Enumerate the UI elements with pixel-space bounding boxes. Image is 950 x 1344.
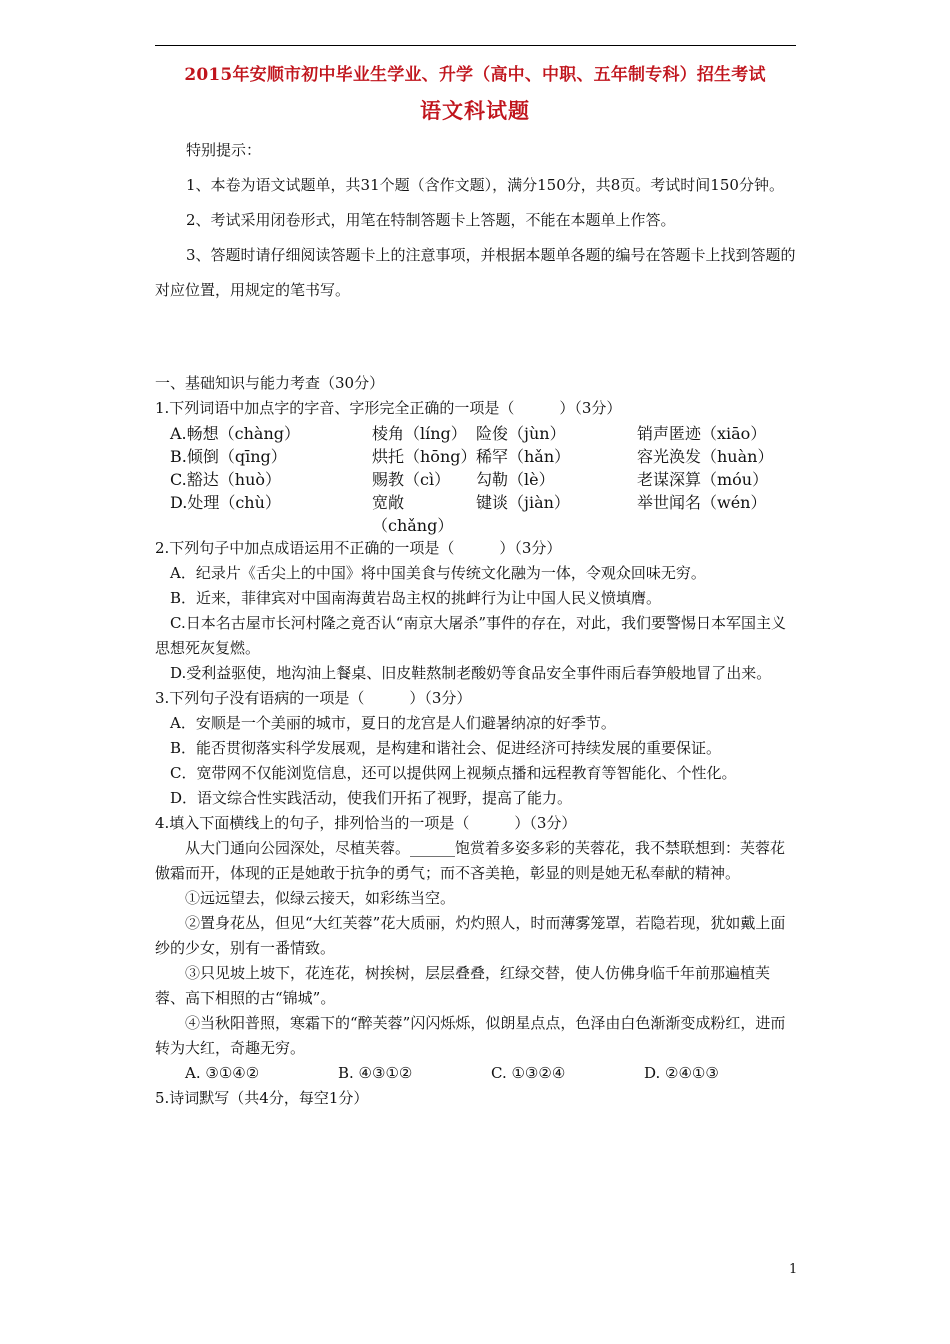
question-2-option-c: C.日本名古屋市长河村隆之竟否认“南京大屠杀”事件的存在，对此，我们要警惕日本军国主义思想死灰复燃。 bbox=[155, 614, 787, 657]
question-4-option-b: B. ④③①② bbox=[338, 1064, 413, 1082]
question-1-option-row bbox=[155, 421, 797, 444]
section-heading: 一、基础知识与能力考查（30分） bbox=[155, 374, 385, 392]
option-word: 稀罕（hǎn） bbox=[476, 447, 571, 466]
question-4-sentence-2: ②置身花丛，但见“大红芙蓉”花大质丽，灼灼照人，时而薄雾笼罩，若隐若现，犹如戴上面纱的少女，别有一番情致。 bbox=[155, 914, 786, 957]
question-4-option-c: C. ①③②④ bbox=[491, 1064, 566, 1082]
question-2-option-b: B．近来，菲律宾对中国南海黄岩岛主权的挑衅行为让中国人民义愤填膺。 bbox=[170, 589, 662, 607]
question-1-option-row bbox=[155, 467, 797, 490]
option-word: 宽敞（chǎng） bbox=[372, 493, 454, 535]
page-number: 1 bbox=[789, 1262, 798, 1277]
question-3-option-d: D．语文综合性实践活动，使我们开拓了视野，提高了能力。 bbox=[170, 789, 573, 807]
note-item: 2、考试采用闭卷形式，用笔在特制答题卡上答题，不能在本题单上作答。 bbox=[186, 211, 676, 229]
option-word: C.豁达（huò） bbox=[170, 470, 282, 489]
question-2-stem: 2.下列句子中加点成语运用不正确的一项是（ ）（3分） bbox=[155, 539, 562, 557]
option-word: 赐教（cì） bbox=[372, 470, 451, 489]
option-word: D.处理（chù） bbox=[170, 493, 281, 512]
option-word: 键谈（jiàn） bbox=[476, 493, 570, 512]
question-4-option-a: A. ③①④② bbox=[185, 1064, 260, 1082]
special-notes bbox=[155, 133, 797, 308]
option-word: B.倾倒（qīng） bbox=[170, 447, 287, 466]
option-word: A.畅想（chàng） bbox=[170, 424, 300, 443]
question-4-options bbox=[155, 1061, 797, 1086]
question-3-stem: 3.下列句子没有语病的一项是（ ）（3分） bbox=[155, 689, 472, 707]
header-rule bbox=[155, 45, 796, 46]
question-4-option-d: D. ②④①③ bbox=[644, 1064, 719, 1082]
question-3-option-c: C．宽带网不仅能浏览信息，还可以提供网上视频点播和远程教育等智能化、个性化。 bbox=[170, 764, 737, 782]
option-word: 烘托（hōng） bbox=[372, 447, 477, 466]
note-item: 3、答题时请仔细阅读答题卡上的注意事项，并根据本题单各题的编号在答题卡上找到答题的对应位置，用规定的笔书写。 bbox=[155, 246, 796, 299]
exam-title: 2015年安顺市初中毕业生学业、升学（高中、中职、五年制专科）招生考试 bbox=[184, 65, 766, 85]
note-item: 1、本卷为语文试题单，共31个题（含作文题），满分150分，共8页。考试时间150分钟。 bbox=[186, 176, 784, 194]
option-word: 销声匿迹（xiāo） bbox=[637, 424, 767, 443]
question-4-sentence-3: ③只见坡上坡下，花连花，树挨树，层层叠叠，红绿交替，使人仿佛身临千年前那遍植芙蓉、高下相照的古“锦城”。 bbox=[155, 964, 771, 1007]
question-1-stem: 1.下列词语中加点字的字音、字形完全正确的一项是（ ）（3分） bbox=[155, 399, 622, 417]
question-3-option-a: A．安顺是一个美丽的城市，夏日的龙宫是人们避暑纳凉的好季节。 bbox=[170, 714, 616, 732]
question-4-sentence-4: ④当秋阳普照，寒霜下的“醉芙蓉”闪闪烁烁，似朗星点点，色泽由白色渐渐变成粉红，进而转为大红，奇趣无穷。 bbox=[155, 1014, 786, 1057]
notes-heading: 特别提示： bbox=[186, 141, 262, 159]
option-word: 勾勒（lè） bbox=[476, 470, 555, 489]
question-1-option-row bbox=[155, 490, 797, 536]
question-4-passage: 从大门通向公园深处，尽植芙蓉。______饱赏着多姿多彩的芙蓉花，我不禁联想到：芙蓉花傲霜而开，体现的正是她敢于抗争的勇气；而不吝美艳，彰显的则是她无私奉献的精神。 bbox=[155, 839, 786, 882]
question-2-option-a: A．纪录片《舌尖上的中国》将中国美食与传统文化融为一体，令观众回味无穷。 bbox=[170, 564, 706, 582]
question-4-sentence-1: ①远远望去，似绿云接天，如彩练当空。 bbox=[185, 889, 456, 907]
question-4-stem: 4.填入下面横线上的句子，排列恰当的一项是（ ）（3分） bbox=[155, 814, 577, 832]
option-word: 举世闻名（wén） bbox=[637, 493, 767, 512]
option-word: 老谋深算（móu） bbox=[637, 470, 769, 489]
question-3-option-b: B．能否贯彻落实科学发展观，是构建和谐社会、促进经济可持续发展的重要保证。 bbox=[170, 739, 722, 757]
exam-subtitle: 语文科试题 bbox=[420, 98, 530, 123]
option-word: 险俊（jùn） bbox=[476, 424, 566, 443]
question-5-stem: 5.诗词默写（共4分，每空1分） bbox=[155, 1089, 369, 1107]
question-2-option-d: D.受利益驱使，地沟油上餐桌、旧皮鞋熬制老酸奶等食品安全事件雨后春笋般地冒了出来。 bbox=[170, 664, 772, 682]
section-basic-knowledge bbox=[155, 371, 797, 1111]
option-word: 容光涣发（huàn） bbox=[637, 447, 774, 466]
option-word: 棱角（líng） bbox=[372, 424, 467, 443]
question-1-option-row bbox=[155, 444, 797, 467]
